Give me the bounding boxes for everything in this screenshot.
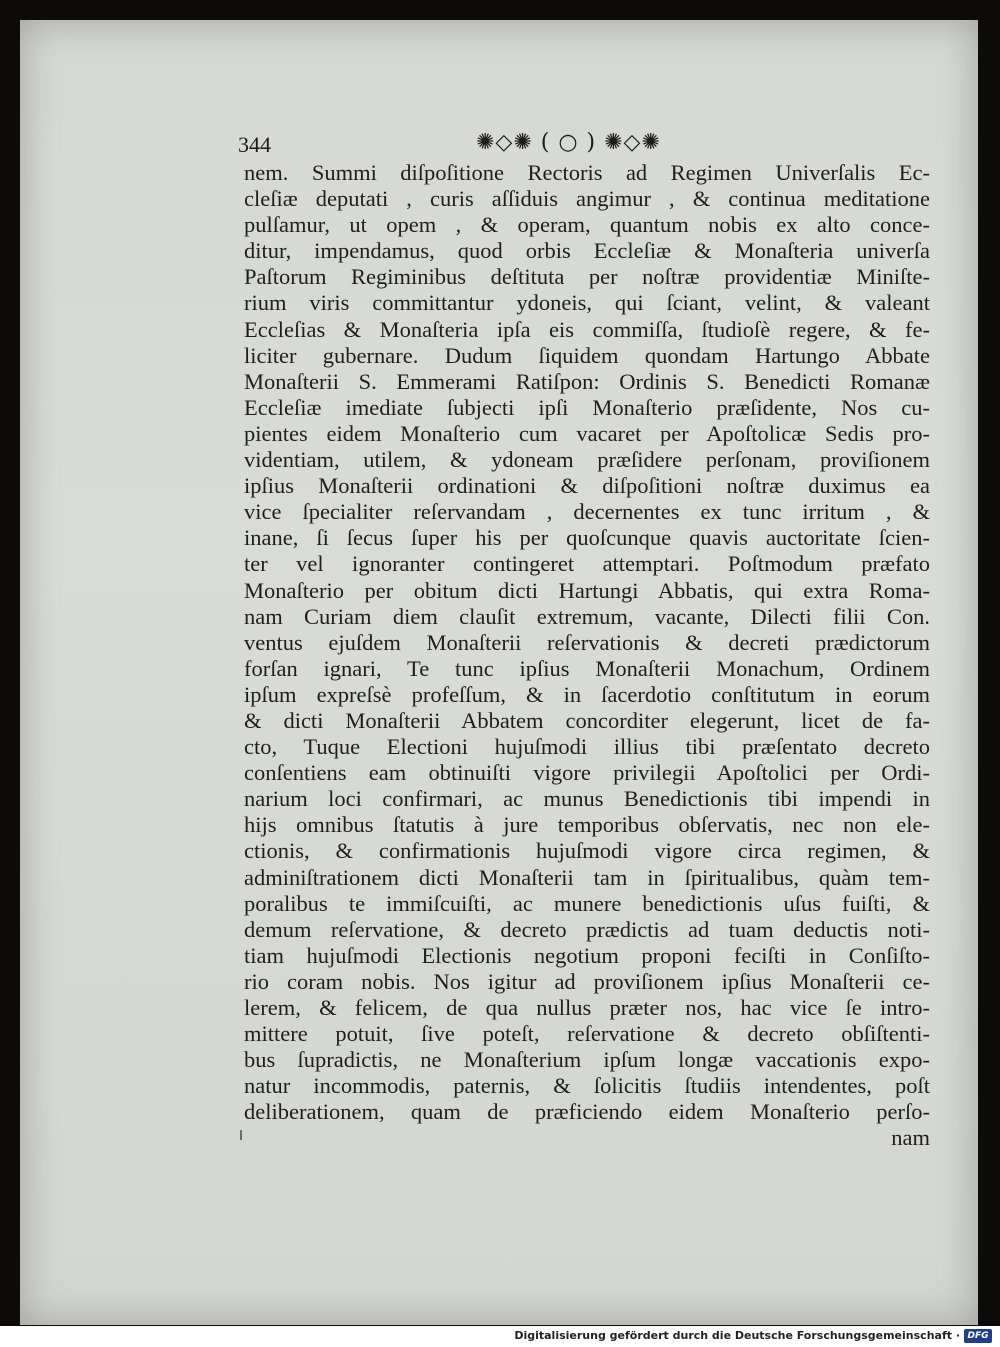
text-line: tiam hujuſmodi Electionis negotium proponi feciſti in Conſiſto- [244, 942, 930, 968]
text-line: deliberationem, quam de præficiendo eidem Monaſterio perſo- [244, 1099, 930, 1125]
text-line: Monaſterio per obitum dicti Hartungi Abbatis, qui extra Roma- [244, 577, 930, 603]
text-line: ctionis, & confirmationis hujuſmodi vigore circa regimen, & [244, 838, 930, 864]
text-line: videntiam, utilem, & ydoneam præſidere perſonam, proviſionem [244, 447, 930, 473]
text-line: Paſtorum Regiminibus deſtituta per noſtræ providentiæ Miniſte- [244, 264, 930, 290]
page-number: 344 [238, 132, 271, 157]
digitization-credit: Digitalisierung gefördert durch die Deutsche Forschungsgemeinschaft · [514, 1329, 960, 1342]
body-text [244, 160, 930, 1152]
text-line: natur incommodis, paternis, & ſolicitis ſtudiis intendentes, poſt [244, 1073, 930, 1099]
text-line: & dicti Monaſterii Abbatem concorditer elegerunt, licet de fa- [244, 707, 930, 733]
text-line: narium loci confirmari, ac munus Benedictionis tibi impendi in [244, 786, 930, 812]
text-line: bus ſupradictis, ne Monaſterium ipſum longæ vaccationis expo- [244, 1047, 930, 1073]
text-line: cleſiæ deputati , curis aſſiduis angimur , & continua meditatione [244, 186, 930, 212]
dfg-logo: DFG [964, 1329, 992, 1343]
text-line: vice ſpecialiter reſervandam , decernentes ex tunc irritum , & [244, 499, 930, 525]
text-line: rium viris committantur ydoneis, qui ſciant, velint, & valeant [244, 290, 930, 316]
text-line: ipſius Monaſterii ordinationi & diſpoſitioni noſtræ duximus ea [244, 473, 930, 499]
text-line: rio coram nobis. Nos igitur ad proviſionem ipſius Monaſterii ce- [244, 968, 930, 994]
text-line: mittere potuit, ſive poteſt, reſervatione & decreto obſiſtenti- [244, 1021, 930, 1047]
text-line: ter vel ignoranter contingeret attemptari. Poſtmodum præfato [244, 551, 930, 577]
text-line: adminiſtrationem dicti Monaſterii tam in ſpiritualibus, quàm tem- [244, 864, 930, 890]
text-line: nam [891, 1125, 930, 1151]
text-line: cto, Tuque Electioni hujuſmodi illius tibi præſentato decreto [244, 734, 930, 760]
text-line: nem. Summi diſpoſitione Rectoris ad Regimen Univerſalis Ec- [244, 160, 930, 185]
text-line: pientes eidem Monaſterio cum vacaret per Apoſtolicæ Sedis pro- [244, 420, 930, 446]
page-header [238, 130, 938, 160]
text-line: pulſamur, ut opem , & operam, quantum nobis ex alto conce- [244, 212, 930, 238]
text-line: inane, ſi ſecus ſuper his per quoſcunque quavis auctoritate ſcien- [244, 525, 930, 551]
text-line: Eccleſiæ imediate ſubjecti ipſi Monaſterio præſidente, Nos cu- [244, 394, 930, 420]
text-line: hijs omnibus ſtatutis à jure temporibus obſervatis, nec non ele- [244, 812, 930, 838]
text-line: nam Curiam diem clauſit extremum, vacante, Dilecti filii Con. [244, 603, 930, 629]
text-line: lerem, & felicem, de qua nullus præter nos, hac vice ſe intro- [244, 995, 930, 1020]
text-line: ipſum expreſsè profeſſum, & in ſacerdotio conſtitutum in eorum [244, 681, 930, 707]
text-line: Monaſterii S. Emmerami Ratiſpon: Ordinis S. Benedicti Romanæ [244, 368, 930, 394]
text-line: ditur, impendamus, quod orbis Eccleſiæ & Monaſteria univerſa [244, 238, 930, 264]
text-line: poralibus te immiſcuiſti, ac munere benedictionis uſus fuiſti, & [244, 890, 930, 916]
text-line: Eccleſias & Monaſteria ipſa eis commiſſa, ſtudioſè regere, & fe- [244, 316, 930, 342]
text-line: demum reſervatione, & decreto prædictis ad tuam deductis noti- [244, 916, 930, 942]
text-line: liciter gubernare. Dudum ſiquidem quondam Hartungo Abbate [244, 342, 930, 368]
header-ornament: ✺◇✺ ( ○ ) ✺◇✺ [476, 130, 661, 155]
text-line: conſentiens eam obtinuiſti vigore privilegii Apoſtolici per Ordi- [244, 760, 930, 786]
footer-bar [0, 1326, 1000, 1347]
stray-mark [240, 1130, 242, 1140]
text-line: forſan ignari, Te tunc ipſius Monaſterii Monachum, Ordinem [244, 655, 930, 681]
text-line: ventus ejuſdem Monaſterii reſervationis & decreti prædictorum [244, 629, 930, 655]
